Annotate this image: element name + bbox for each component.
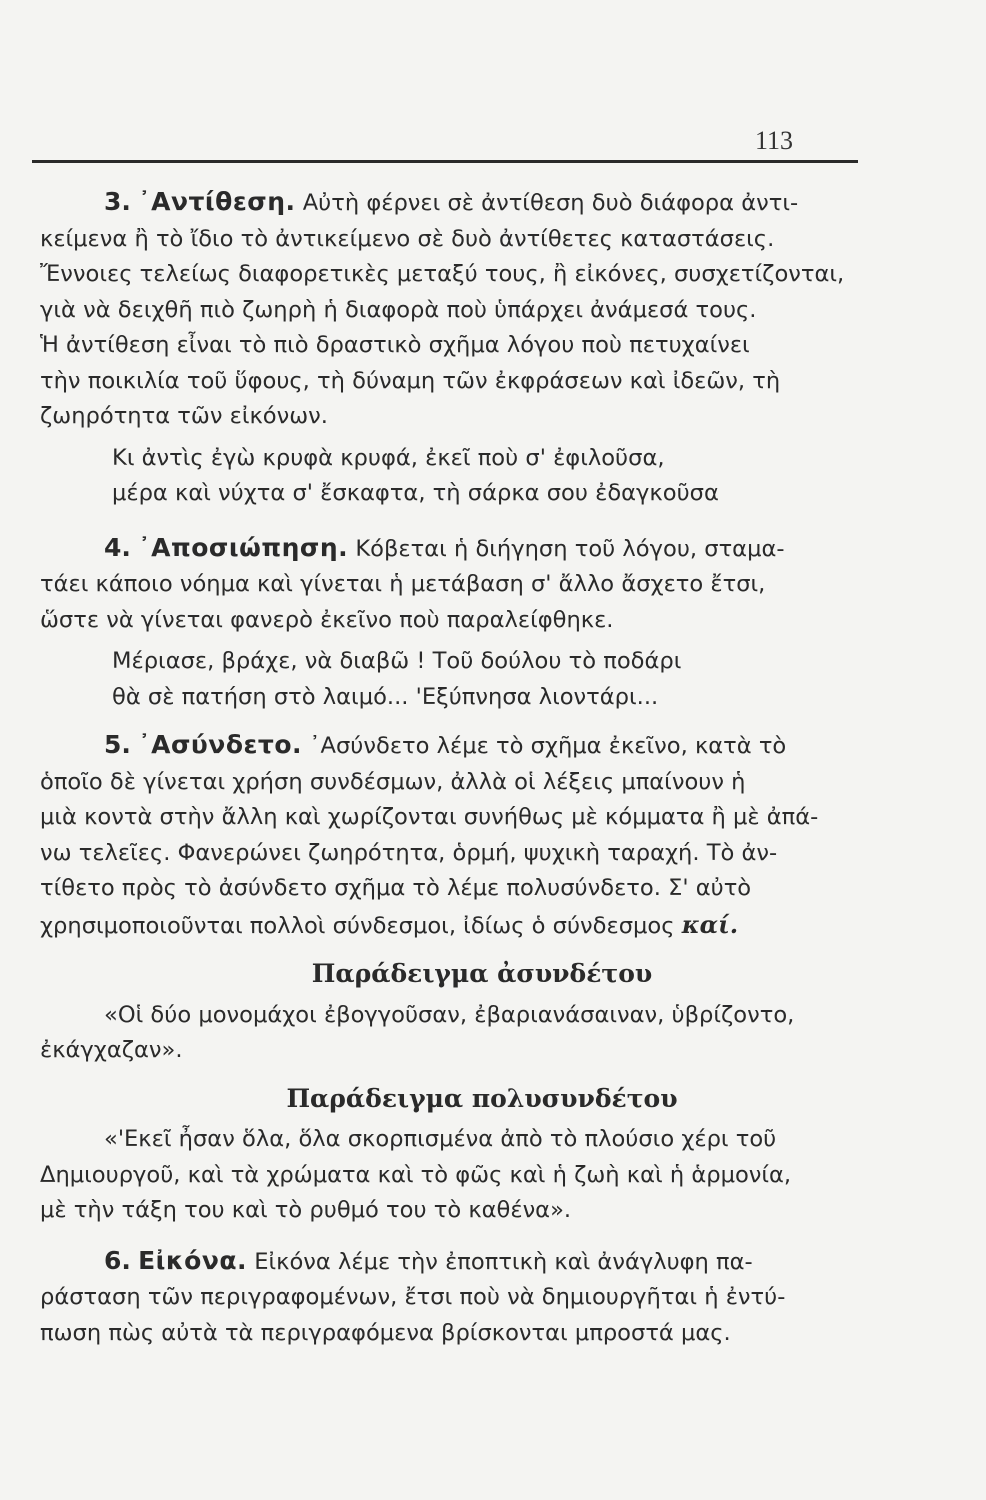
section-title: Εἰκόνα. [138,1245,248,1275]
text-line: ράσταση τῶν περιγραφομένων, ἔτσι ποὺ νὰ δημιουργῆται ἡ ἐντύ- [40,1284,786,1310]
text-line: γιὰ νὰ δειχθῆ πιὸ ζωηρὴ ἡ διαφορὰ ποὺ ὑπάρχει ἀνάμεσά τους. [40,296,757,323]
text-line: ζωηρότητα τῶν εἰκόνων. [40,403,328,429]
section-title: ᾿Αντίθεση. [138,187,296,216]
section-title: ᾿Αποσιώπηση. [138,532,349,562]
text-line: πωση πὼς αὐτὰ τὰ περιγραφόμενα βρίσκονται μπροστά μας. [40,1319,731,1346]
quote-line: ἐκάγχαζαν». [40,1037,183,1063]
verse-line: θὰ σὲ πατήση στὸ λαιμό... 'Εξύπνησα λιοντάρι... [112,683,659,710]
quote-line: «'Εκεῖ ἦσαν ὅλα, ὅλα σκορπισμένα ἀπὸ τὸ πλούσιο χέρι τοῦ [104,1126,777,1152]
section-aposiopesis [40,530,860,716]
section-paragraph [104,727,860,765]
text-line: τίθετο πρὸς τὸ ἀσύνδετο σχῆμα τὸ λέμε πολυσύνδετο. Σ' αὐτὸ [40,875,752,901]
text-line: ὁποῖο δὲ γίνεται χρήση συνδέσμων, ἀλλὰ οἱ λέξεις μπαίνουν ἡ [40,768,746,795]
text-line-part: χρησιμοποιοῦνται πολλοὶ σύνδεσμοι, ἰδίως ὁ σύνδεσμος [40,912,675,939]
verse-line: Μέριασε, βράχε, νὰ διαβῶ ! Τοῦ δούλου τὸ ποδάρι [112,648,682,674]
text-line: Ἔννοιες τελείως διαφορετικὲς μεταξύ τους, ἢ εἰκόνες, συσχετίζονται, [40,261,845,287]
section-paragraph [104,184,860,222]
header-rule [32,160,858,163]
text-line: κείμενα ἢ τὸ ἴδιο τὸ ἀντικείμενο σὲ δυὸ ἀντίθετες καταστάσεις. [40,225,775,252]
page-number: 113 [755,126,794,155]
text-line: Κόβεται ἡ διήγηση τοῦ λόγου, σταμα- [355,535,785,562]
section-number: 5. [104,730,131,759]
verse-line: μέρα καὶ νύχτα σ' ἔσκαφτα, τὴ σάρκα σου ἐδαγκοῦσα [112,480,719,506]
section-image [40,1243,860,1352]
text-line: μιὰ κοντὰ στὴν ἄλλη καὶ χωρίζονται συνήθως μὲ κόμματα ἢ μὲ ἀπά- [40,804,819,830]
text-line: Αὐτὴ φέρνει σὲ ἀντίθεση δυὸ διάφορα ἀντι- [302,190,799,216]
text-line: τὴν ποικιλία τοῦ ὕφους, τὴ δύναμη τῶν ἐκφράσεων καὶ ἰδεῶν, τὴ [40,367,781,394]
section-asyndeton [40,727,860,1229]
quote-line: «Οἱ δύο μονομάχοι ἐβογγοῦσαν, ἐβαριανάσαιναν, ὑβρίζοντο, [104,1001,795,1028]
quote-line: μὲ τὴν τάξη του καὶ τὸ ρυθμό του τὸ καθένα». [40,1197,572,1223]
example-heading: Παράδειγμα ἀσυνδέτου [311,959,653,988]
text-line: Ἡ ἀντίθεση εἶναι τὸ πιὸ δραστικὸ σχῆμα λόγου ποὺ πετυχαίνει [40,332,750,358]
section-number: 3. [104,187,131,216]
section-number: 6. [104,1245,131,1275]
text-line: τάει κάποιο νόημα καὶ γίνεται ἡ μετάβαση σ' ἄλλο ἄσχετο ἔτσι, [40,571,766,597]
verse-line: Κι ἀντὶς ἐγὼ κρυφὰ κρυφά, ἐκεῖ ποὺ σ' ἐφιλοῦσα, [112,444,665,471]
text-line: Εἰκόνα λέμε τὴν ἐποπτικὴ καὶ ἀνάγλυφη πα- [254,1248,753,1275]
emphasized-word: καί. [681,909,739,939]
text-line: ὥστε νὰ γίνεται φανερὸ ἐκεῖνο ποὺ παραλείφθηκε. [40,606,614,633]
section-title: ᾿Ασύνδετο. [138,730,303,759]
section-number: 4. [104,532,131,562]
section-paragraph [104,530,860,568]
section-paragraph [104,1243,860,1281]
text-line [40,907,860,945]
text-line: νω τελεῖες. Φανερώνει ζωηρότητα, ὁρμή, ψυχικὴ ταραχή. Τὸ ἀν- [40,839,778,866]
section-antithesis [40,184,860,512]
text-line: ᾿Ασύνδετο λέμε τὸ σχῆμα ἐκεῖνο, κατὰ τὸ [309,733,787,759]
quote-line: Δημιουργοῦ, καὶ τὰ χρώματα καὶ τὸ φῶς καὶ ἡ ζωὴ καὶ ἡ ἁρμονία, [40,1161,792,1188]
page-body [40,184,860,1351]
example-heading: Παράδειγμα πολυσυνδέτου [286,1083,678,1113]
